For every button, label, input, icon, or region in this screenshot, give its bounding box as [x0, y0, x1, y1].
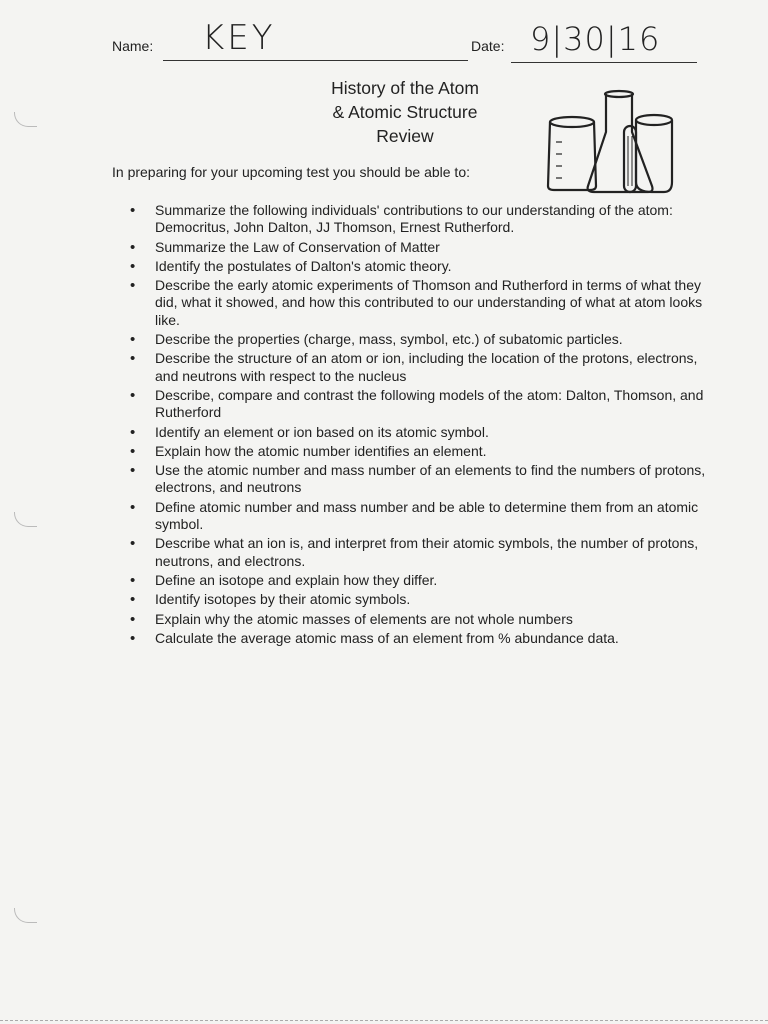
date-underline [511, 62, 697, 63]
objective-text: Describe the properties (charge, mass, symbol, etc.) of subatomic particles. [155, 331, 623, 348]
bullet-icon: • [130, 331, 136, 349]
bullet-icon: • [130, 629, 136, 647]
objective-text: Identify an element or ion based on its atomic symbol. [155, 423, 489, 440]
title-line-3: Review [376, 126, 434, 146]
objective-text: Use the atomic number and mass number of an elements to find the numbers of protons, electrons, and neutrons [155, 462, 706, 496]
objective-text: Explain why the atomic masses of elements are not whole numbers [155, 610, 573, 627]
bullet-icon: • [130, 350, 136, 368]
name-underline [163, 60, 468, 61]
objective-text: Explain how the atomic number identifies an element. [155, 442, 487, 459]
objective-text: Define an isotope and explain how they differ. [155, 571, 438, 588]
bullet-icon: • [130, 238, 136, 256]
objective-text: Identify the postulates of Dalton's atomic theory. [155, 257, 452, 274]
objective-item [130, 277, 710, 329]
objective-text: Identify isotopes by their atomic symbols. [155, 591, 411, 608]
objective-text: Define atomic number and mass number and be able to determine them from an atomic symbol. [155, 498, 699, 533]
objective-text: Summarize the following individuals' contributions to our understanding of the atom: Democritus, John Dalton, JJ Thomson, Ernest Rutherford. [155, 202, 673, 236]
objective-item [130, 611, 710, 628]
name-handwritten-value: KEY [202, 18, 276, 58]
bullet-icon: • [130, 610, 136, 628]
objective-item [130, 202, 710, 237]
objective-item [130, 535, 710, 570]
objective-item [130, 591, 710, 608]
objective-text: Calculate the average atomic mass of an element from % abundance data. [155, 629, 619, 646]
bullet-icon: • [130, 462, 136, 480]
date-handwritten-value: 9|30|16 [530, 20, 661, 58]
objective-item [130, 572, 710, 589]
bullet-icon: • [130, 423, 136, 441]
bullet-icon: • [130, 571, 136, 589]
name-label: Name: [112, 38, 154, 54]
bullet-icon: • [130, 202, 136, 219]
title-line-2: & Atomic Structure [332, 102, 478, 122]
bullet-icon: • [130, 277, 136, 295]
objective-item [130, 630, 710, 647]
bullet-icon: • [130, 257, 136, 275]
objective-item [130, 499, 710, 534]
punch-hole-mark [14, 512, 37, 527]
objective-text: Describe the structure of an atom or ion, including the location of the protons, electrons, and neutrons with respect to the nucleus [155, 350, 698, 384]
intro-text: In preparing for your upcoming test you should be able to: [112, 164, 470, 180]
objective-item [130, 239, 710, 256]
objective-item [130, 462, 710, 497]
bullet-icon: • [130, 386, 136, 404]
objective-item [130, 331, 710, 348]
objective-text: Describe the early atomic experiments of Thomson and Rutherford in terms of what they did, what it showed, and how this contributed to our understanding of what at atom looks like. [155, 277, 703, 328]
objectives-list [130, 202, 710, 649]
objective-item [130, 387, 710, 422]
bullet-icon: • [130, 591, 136, 609]
objective-item [130, 258, 710, 275]
date-label: Date: [471, 38, 505, 54]
punch-hole-mark [14, 908, 37, 923]
bullet-icon: • [130, 442, 136, 460]
punch-hole-mark [14, 112, 37, 127]
objective-item [130, 350, 710, 385]
bullet-icon: • [130, 498, 136, 516]
objective-item [130, 443, 710, 460]
objective-text: Describe what an ion is, and interpret from their atomic symbols, the number of protons, neutrons, and electrons. [155, 535, 699, 569]
bullet-icon: • [130, 535, 136, 553]
objective-item [130, 424, 710, 441]
objective-text: Describe, compare and contrast the following models of the atom: Dalton, Thomson, and Rutherford [155, 386, 704, 421]
page-title [290, 76, 520, 148]
page-edge-rule [0, 1020, 768, 1021]
title-line-1: History of the Atom [331, 78, 479, 98]
lab-glassware-icon [540, 86, 680, 196]
objective-text: Summarize the Law of Conservation of Matter [155, 238, 440, 255]
